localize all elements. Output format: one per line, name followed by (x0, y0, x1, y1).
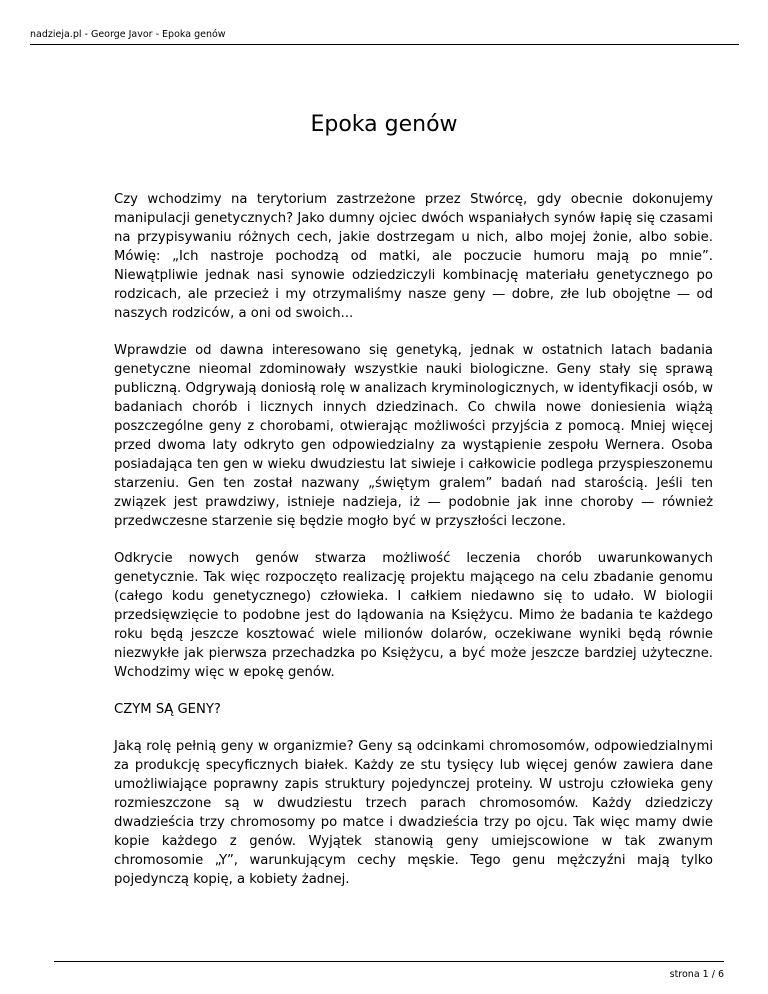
paragraph-genome-project: Odkrycie nowych genów stwarza możliwość leczenia chorób uwarunkowanych genetycznie. Tak więc rozpoczęto realizację projektu mającego na celu zbadanie genomu (całego kodu genetycznego) człowieka. I całkiem niedawno się to udało. W biologii przedsięwzięcie to podobne jest do lądowania na Księżycu. Mimo że badania te każdego roku będą jeszcze kosztować wiele milionów dolarów, oczekiwane wyniki będą równie niezwykłe jak pierwsza przechadzka po Księżycu, a być może jeszcze bardziej użyteczne. Wchodzimy więc w epokę genów. (114, 551, 713, 680)
document-title: Epoka genów (310, 112, 458, 137)
page-footer (54, 961, 724, 981)
paragraph-what-are-genes: Jaką rolę pełnią geny w organizmie? Geny są odcinkami chromosomów, odpowiedzialnymi za produkcję specyficznych białek. Każdy ze stu tysięcy lub więcej genów zawiera dane umożliwiające poprawny zapis struktury pojedynczej proteiny. W ustroju człowieka geny rozmieszczone są w dwudziestu trzech parach chromosomów. Każdy dziedziczy dwadzieścia trzy chromosomy po matce i dwadzieścia trzy po ojcu. Tak więc mamy dwie kopie każdego z genów. Wyjątek stanowią geny umiejscowione w tak zwanym chromosomie „Y”, warunkującym cechy męskie. Tego genu mężczyźni mają tylko pojedynczą kopię, a kobiety żadnej. (114, 739, 713, 887)
document-body (114, 190, 713, 907)
paragraph-intro: Czy wchodzimy na terytorium zastrzeżone przez Stwórcę, gdy obecnie dokonujemy manipulacji genetycznych? Jako dumny ojciec dwóch wspaniałych synów łapię się czasami na przypisywaniu różnych cech, jakie dostrzegam u nich, albo mojej żonie, albo sobie. Mówię: „Ich nastroje pochodzą od matki, ale poczucie humoru mają po mnie”. Niewątpliwie jednak nasi synowie odziedziczyli kombinację materiału genetycznego po rodzicach, ale przecież i my otrzymaliśmy nasze geny — dobre, złe lub obojętne — od naszych rodziców, a oni od swoich... (114, 192, 713, 321)
page-number: strona 1 / 6 (669, 969, 724, 980)
page-header: nadzieja.pl - George Javor - Epoka genów (30, 29, 739, 45)
section-heading: CZYM SĄ GENY? (114, 702, 221, 717)
paragraph-genetics-research: Wprawdzie od dawna interesowano się genetyką, jednak w ostatnich latach badania genetyczne nieomal zdominowały wszystkie nauki biologiczne. Geny stały się sprawą publiczną. Odgrywają doniosłą rolę w analizach kryminologicznych, w identyfikacji osób, w badaniach chorób i licznych innych dziedzinach. Co chwila nowe doniesienia wiążą poszczególne geny z chorobami, otwierając możliwości przyjścia z pomocą. Mniej więcej przed dwoma laty odkryto gen odpowiedzialny za wystąpienie zespołu Wernera. Osoba posiadająca ten gen w wieku dwudziestu lat siwieje i całkowicie podlega przyspieszonemu starzeniu. Gen ten został nazwany „świętym gralem” badań nad starością. Jeśli ten związek jest prawdziwy, istnieje nadzieja, iż — podobnie jak inne choroby — również przedwczesne starzenie się będzie mogło być w przyszłości leczone. (114, 343, 713, 529)
